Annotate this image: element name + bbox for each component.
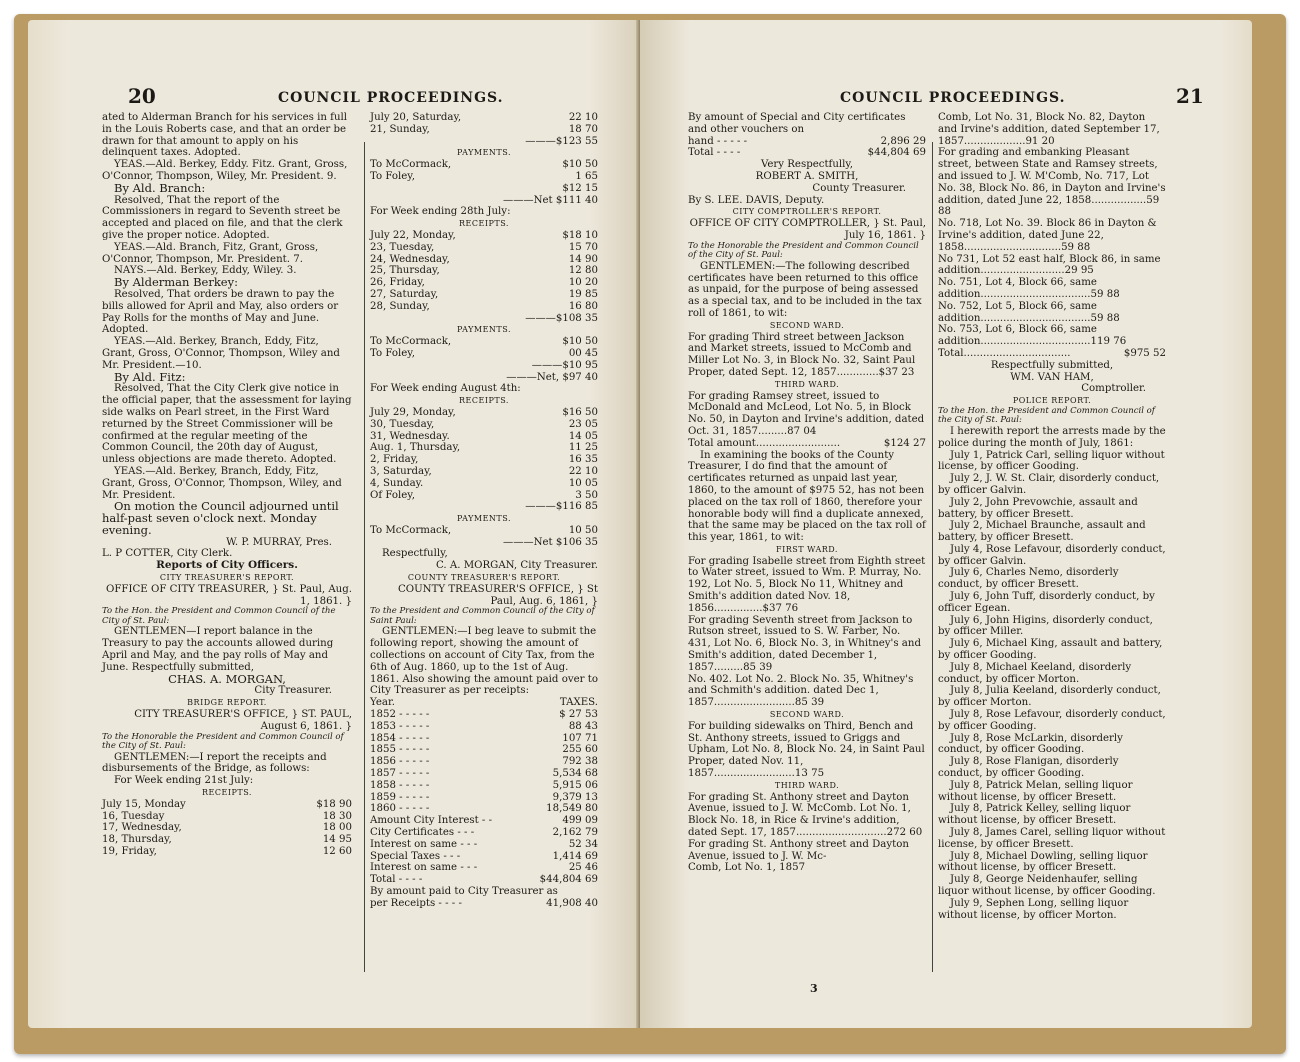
- right-column-1: [688, 112, 926, 874]
- text-paragraph: July 8, Julia Keeland, disorderly conduct, by officer Morton.: [938, 685, 1161, 709]
- section-heading: RECEIPTS.: [459, 396, 509, 406]
- text-paragraph: L. P COTTER, City Clerk.: [102, 548, 233, 560]
- ledger-amount: 22 10: [568, 112, 598, 123]
- ledger-label: 26, Friday,: [370, 277, 425, 289]
- ledger-amount: 5,915 06: [552, 779, 598, 791]
- text-paragraph: By Ald. Fitz:: [114, 369, 186, 384]
- ledger-row: [370, 348, 598, 360]
- ledger-row: [370, 419, 598, 431]
- ledger-amount: 52 34: [568, 838, 598, 850]
- ledger-label: 1860 - - - - -: [370, 803, 430, 815]
- section-heading: COUNTY TREASURER'S REPORT.: [407, 573, 561, 583]
- ledger-row: [370, 756, 598, 768]
- ledger-label: Interest on same - - -: [370, 838, 478, 850]
- ledger-amount: 792 38: [562, 756, 598, 768]
- ledger-label: 16, Tuesday: [102, 810, 165, 822]
- text-paragraph: July 6, Charles Nemo, disorderly conduct, by officer Bresett.: [938, 567, 1119, 591]
- ledger-label: Interest on same - - -: [370, 862, 478, 874]
- ledger-row: [102, 846, 352, 858]
- ledger-label: To Foley,: [370, 170, 415, 182]
- ledger-amount: 19 85: [568, 288, 598, 300]
- ledger-row: [370, 537, 598, 549]
- ledger-amount: 22 10: [568, 465, 598, 477]
- text-paragraph: July 8, Patrick Kelley, selling liquor without license, by officer Bresett.: [938, 803, 1131, 827]
- ledger-row: [370, 289, 598, 301]
- ledger-row: [938, 348, 1166, 360]
- text-paragraph: No. 402. Lot No. 2. Block No. 35, Whitney's and Schmith's addition. dated Dec 1, 1857.........................85 39: [688, 673, 914, 709]
- ledger-label: To Foley,: [370, 347, 415, 359]
- ledger-row: [370, 862, 598, 874]
- text-paragraph: CHAS. A. MORGAN,: [168, 671, 286, 686]
- ledger-label: Total amount..........................: [688, 437, 841, 449]
- section-heading: POLICE REPORT.: [1012, 396, 1092, 406]
- text-paragraph: GENTLEMEN:—I beg leave to submit the following report, showing the amount of collections on account of City Tax, from the 6th of Aug. 1860, up to the 1st of Aug. 1861. Also showing the amount paid over to City Treasurer as per receipts:: [370, 626, 598, 697]
- ledger-amount: 18,549 80: [546, 803, 598, 815]
- text-paragraph: July 8, Michael Keeland, disorderly conduct, by officer Morton.: [938, 661, 1132, 685]
- ledger-amount: ———Net $106 35: [503, 536, 598, 548]
- ledger-row: [370, 159, 598, 171]
- text-paragraph: GENTLEMEN:—I report the receipts and disbursements of the Bridge, as follows:: [102, 751, 327, 775]
- text-paragraph: For grading Isabelle street from Eighth street to Water street, issued to Wm. P. Murray, No. 192, Lot No. 5, Block No 11, Whitney and Smith's addition dated Nov. 18, 1856...............$37 76: [688, 555, 926, 614]
- text-paragraph: County Treasurer.: [812, 182, 906, 194]
- ledger-label: 27, Saturday,: [370, 288, 439, 300]
- text-paragraph: July 1, Patrick Carl, selling liquor without license, by officer Gooding.: [938, 449, 1165, 473]
- text-paragraph: July 2, Michael Braunche, assault and battery, by officer Bresett.: [938, 520, 1146, 544]
- signature-mark: 3: [810, 982, 818, 995]
- ledger-row: [370, 124, 598, 136]
- text-paragraph: No. 753, Lot 6, Block 66, same addition..................................119 76: [938, 324, 1127, 348]
- ledger-amount: $12 15: [562, 182, 598, 194]
- ledger-amount: 2,162 79: [552, 827, 598, 839]
- ledger-label: 2, Friday,: [370, 454, 419, 466]
- ledger-row: [370, 277, 598, 289]
- text-paragraph: July 4, Rose Lefavour, disorderly conduct, by officer Galvin.: [938, 543, 1166, 567]
- ledger-row: [370, 851, 598, 863]
- ledger-row: [370, 501, 598, 513]
- ledger-row: [370, 768, 598, 780]
- ledger-amount: ———$116 85: [525, 501, 598, 513]
- text-paragraph: For grading and embanking Pleasant street, between State and Ramsey streets, and issued to J. W. M'Comb, No. 717, Lot No. 38, Block No. 86, in Dayton and Irvine's addition, dated June 22, 1858.................59 88: [938, 147, 1166, 218]
- right-column-2: [938, 112, 1166, 921]
- ledger-amount: ———$108 35: [525, 312, 598, 324]
- text-paragraph: COUNTY TREASURER'S OFFICE, } St Paul, Aug. 6, 1861, }: [397, 583, 598, 607]
- text-paragraph: July 9, Sephen Long, selling liquor without license, by officer Morton.: [938, 897, 1129, 921]
- text-paragraph: YEAS.—Ald. Branch, Fitz, Grant, Gross, O'Connor, Thompson, Mr. President. 7.: [102, 241, 319, 265]
- ledger-row: [370, 803, 598, 815]
- ledger-row: [370, 839, 598, 851]
- ledger-row: [370, 442, 598, 454]
- ledger-amount: $10 50: [562, 159, 598, 171]
- text-paragraph: Respectfully,: [382, 548, 448, 560]
- section-heading: THIRD WARD.: [774, 379, 840, 389]
- ledger-label: July 29, Monday,: [370, 406, 456, 418]
- text-paragraph: Comptroller.: [1081, 383, 1146, 395]
- ledger-row: [102, 799, 352, 811]
- ledger-label: per Receipts - - - -: [370, 897, 462, 909]
- text-paragraph: Resolved, That the City Clerk give notice in the official paper, that the assessment for laying side walks on Pearl street, in the First Ward returned by the Street Commissioner will be confirmed at the regular meeting of the Common Council, the 20th day of August, unless objections are made thereto. Adopted.: [102, 383, 352, 466]
- ledger-row: [370, 780, 598, 792]
- ledger-amount: ———Net, $97 40: [506, 371, 598, 383]
- ledger-amount: 3 50: [575, 489, 598, 501]
- ledger-label: Total - - - -: [688, 147, 741, 159]
- ledger-row: [370, 697, 598, 709]
- ledger-amount: 25 46: [568, 862, 598, 874]
- ledger-label: Aug. 1, Thursday,: [370, 442, 461, 454]
- text-paragraph: For building sidewalks on Third, Bench and St. Anthony streets, issued to Griggs and Upham, Lot No. 8, Block No. 24, in Saint Paul Proper, dated Nov. 11, 1857.........................13 75: [688, 720, 925, 780]
- section-heading: CITY TREASURER'S REPORT.: [159, 573, 295, 583]
- ledger-amount: 5,534 68: [552, 768, 598, 780]
- ledger-amount: 107 71: [562, 732, 598, 744]
- text-paragraph: Respectfully submitted,: [990, 359, 1114, 371]
- ledger-amount: 00 45: [568, 347, 598, 359]
- text-paragraph: For grading St. Anthony street and Dayton Avenue, issued to J. W. Mc-: [688, 838, 909, 862]
- section-heading: THIRD WARD.: [774, 780, 840, 790]
- section-heading: BRIDGE REPORT.: [187, 698, 267, 708]
- ledger-row: [370, 478, 598, 490]
- text-paragraph: To the Hon. the President and Common Council of the City of St. Paul:: [102, 606, 336, 626]
- text-paragraph: I herewith report the arrests made by the police during the month of July, 1861:: [938, 425, 1166, 449]
- ledger-label: 4, Sunday.: [370, 477, 424, 489]
- text-paragraph: Comb, Lot No. 1, 1857: [688, 862, 806, 874]
- section-heading: RECEIPTS.: [459, 219, 509, 229]
- ledger-label: 25, Thursday,: [370, 265, 440, 277]
- left-running-head: COUNCIL PROCEEDINGS.: [278, 90, 504, 106]
- ledger-row: [370, 301, 598, 313]
- text-paragraph: On motion the Council adjourned until half-past seven o'clock next. Monday evening.: [102, 499, 339, 537]
- text-paragraph: Very Respectfully,: [760, 159, 854, 171]
- right-page-number: 21: [1176, 84, 1204, 108]
- section-heading: RECEIPTS.: [202, 788, 252, 798]
- text-paragraph: No. 752, Lot 5, Block 66, same addition..................................59 88: [938, 300, 1120, 324]
- ledger-amount: $16 50: [562, 406, 598, 418]
- ledger-amount: 16 80: [568, 300, 598, 312]
- text-paragraph: For grading Third street between Jackson and Market streets, issued to McComb and Miller Lot No. 3, in Block No. 32, Saint Paul Proper, dated Sept. 12, 1857.............$37 23: [688, 331, 916, 378]
- right-page: [640, 20, 1252, 1028]
- text-paragraph: July 8, Michael Dowling, selling liquor without license, by officer Bresett.: [938, 850, 1148, 874]
- column-divider: [364, 142, 365, 972]
- ledger-amount: 14 05: [568, 430, 598, 442]
- left-column-2: [370, 112, 598, 910]
- text-paragraph: GENTLEMEN—I report balance in the Treasury to pay the accounts allowed during April and May, and the pay rolls of May and June. Respectfully submitted,: [102, 626, 334, 673]
- ledger-amount: 12 60: [322, 846, 352, 858]
- ledger-label: Special Taxes - - -: [370, 850, 461, 862]
- ledger-row: [370, 490, 598, 502]
- ledger-label: 30, Tuesday,: [370, 418, 435, 430]
- text-paragraph: July 8, James Carel, selling liquor without license, by officer Bresett.: [938, 827, 1166, 850]
- ledger-row: [370, 336, 598, 348]
- ledger-row: [370, 265, 598, 277]
- ledger-label: 21, Sunday,: [370, 123, 430, 135]
- text-paragraph: For Week ending August 4th:: [370, 383, 521, 395]
- ledger-amount: 14 95: [322, 834, 352, 846]
- text-paragraph: In examining the books of the County Treasurer, I do find that the amount of certificates returned as unpaid last year, 1860, to the amount of $975 52, has not been placed on the tax roll of 1860, therefore your honorable body will find a duplicate annexed, that the same may be placed on the tax roll of this year, 1861, to wit:: [688, 449, 926, 544]
- text-paragraph: For Week ending 21st July:: [114, 775, 254, 787]
- ledger-label: 23, Tuesday,: [370, 241, 435, 253]
- text-paragraph: C. A. MORGAN, City Treasurer.: [435, 560, 598, 572]
- text-paragraph: No. 718, Lot No. 39. Block 86 in Dayton & Irvine's addition, dated June 22, 1858..............................59 88: [938, 218, 1157, 253]
- text-paragraph: NAYS.—Ald. Berkey, Eddy, Wiley. 3.: [114, 265, 297, 277]
- ledger-label: 18, Thursday,: [102, 834, 172, 846]
- ledger-label: 1853 - - - - -: [370, 720, 430, 732]
- text-paragraph: City Treasurer.: [254, 685, 332, 697]
- ledger-label: Year.: [370, 697, 395, 709]
- text-paragraph: OFFICE OF CITY COMPTROLLER, } St. Paul, July 16, 1861. }: [689, 218, 926, 241]
- ledger-row: [370, 360, 598, 372]
- text-paragraph: ated to Alderman Branch for his services in full in the Louis Roberts case, and that an order be drawn for that amount to apply on his delinquent taxes. Adopted.: [102, 112, 348, 159]
- text-paragraph: By amount of Special and City certificates and other vouchers on: [688, 112, 906, 135]
- text-paragraph: To the President and Common Council of the City of Saint Paul:: [370, 606, 595, 626]
- ledger-amount: 2,896 29: [880, 135, 926, 147]
- ledger-row: [370, 183, 598, 195]
- ledger-amount: 16 35: [568, 454, 598, 466]
- ledger-label: Total - - - -: [370, 874, 423, 886]
- ledger-label: 1857 - - - - -: [370, 768, 430, 780]
- text-paragraph: To the Honorable the President and Common Council of the City of St. Paul:: [102, 731, 344, 752]
- ledger-label: To McCormack,: [370, 159, 452, 171]
- text-paragraph: Resolved, That orders be drawn to pay the bills allowed for April and May, also orders or Pay Rolls for the months of May and June. Adopted.: [102, 288, 339, 336]
- ledger-row: [370, 242, 598, 254]
- text-paragraph: July 6, John Tuff, disorderly conduct, by officer Egean.: [938, 591, 1155, 614]
- ledger-row: [370, 136, 598, 148]
- ledger-label: 1858 - - - - -: [370, 779, 430, 791]
- ledger-row: [688, 136, 926, 148]
- ledger-row: [102, 822, 352, 834]
- ledger-row: [370, 525, 598, 537]
- ledger-label: July 22, Monday,: [370, 229, 456, 241]
- text-paragraph: July 2, John Prevowchie, assault and battery, by officer Bresett.: [938, 496, 1138, 520]
- text-paragraph: July 8, Patrick Melan, selling liquor without license, by officer Bresett.: [938, 779, 1133, 803]
- column-divider: [932, 142, 933, 972]
- ledger-row: [370, 454, 598, 466]
- left-page-number: 20: [128, 84, 156, 108]
- ledger-row: [370, 372, 598, 384]
- ledger-amount: 14 90: [568, 253, 598, 265]
- ledger-amount: $44,804 69: [539, 874, 598, 886]
- ledger-row: [370, 112, 598, 124]
- ledger-label: July 20, Saturday,: [370, 112, 462, 123]
- text-paragraph: YEAS.—Ald. Berkey, Eddy. Fitz. Grant, Gross, O'Connor, Thompson, Wiley, Mr. President. 9.: [102, 159, 348, 182]
- ledger-amount: 18 30: [322, 810, 352, 822]
- ledger-row: [370, 195, 598, 207]
- section-heading: PAYMENTS.: [457, 148, 511, 158]
- ledger-row: [370, 254, 598, 266]
- ledger-amount: 255 60: [562, 744, 598, 756]
- ledger-row: [688, 438, 926, 450]
- ledger-amount: 11 25: [568, 442, 598, 454]
- ledger-amount: 18 70: [568, 123, 598, 135]
- text-paragraph: July 8, Rose McLarkin, disorderly conduct, by officer Gooding.: [938, 732, 1123, 756]
- ledger-amount: $18 90: [316, 798, 352, 810]
- ledger-amount: $124 27: [883, 437, 926, 449]
- ledger-row: [370, 898, 598, 910]
- ledger-label: 1859 - - - - -: [370, 791, 430, 803]
- ledger-row: [688, 147, 926, 159]
- ledger-row: [370, 827, 598, 839]
- text-paragraph: GENTLEMEN:—The following described certificates have been returned to this office as unpaid, for the purpose of being assessed as a special tax, and to be included in the tax roll of 1861, to wit:: [688, 260, 922, 319]
- left-column-1: [102, 112, 352, 858]
- ledger-row: [370, 313, 598, 325]
- ledger-row: [370, 744, 598, 756]
- text-paragraph: To the Honorable the President and Common Council of the City of St. Paul:: [688, 240, 919, 261]
- ledger-amount: $18 10: [562, 229, 598, 241]
- ledger-amount: $44,804 69: [867, 147, 926, 159]
- ledger-amount: ———$10 95: [531, 359, 598, 371]
- ledger-row: [370, 874, 598, 886]
- ledger-row: [370, 171, 598, 183]
- text-paragraph: WM. VAN HAM,: [1010, 371, 1094, 383]
- ledger-label: hand - - - - -: [688, 135, 748, 147]
- ledger-amount: ———$123 55: [525, 135, 598, 147]
- text-paragraph: YEAS.—Ald. Berkey, Branch, Eddy, Fitz, Grant, Gross, O'Connor, Thompson, Wiley and Mr. President.—10.: [102, 336, 340, 371]
- ledger-amount: 41,908 40: [546, 897, 598, 909]
- section-heading: SECOND WARD.: [769, 320, 845, 330]
- ledger-amount: 88 43: [568, 720, 598, 732]
- ledger-label: 1854 - - - - -: [370, 732, 430, 744]
- section-heading: CITY COMPTROLLER'S REPORT.: [732, 207, 882, 217]
- left-page: [28, 20, 640, 1028]
- ledger-amount: 18 00: [322, 822, 352, 834]
- text-paragraph: For grading St. Anthony street and Dayton Avenue, issued to J. W. McComb. Lot No. 1, Block No. 18, in Rice & Irvine's addition, dated Sept. 17, 1857............................272 60: [688, 791, 923, 839]
- ledger-row: [370, 466, 598, 478]
- section-heading: FIRST WARD.: [776, 544, 838, 554]
- ledger-label: 31, Wednesday.: [370, 430, 450, 442]
- ledger-amount: 12 80: [568, 265, 598, 277]
- text-paragraph: July 8, Rose Lefavour, disorderly conduct, by officer Gooding.: [938, 709, 1166, 732]
- ledger-amount: TAXES.: [559, 697, 598, 709]
- text-paragraph: By Alderman Berkey:: [114, 275, 238, 290]
- ledger-row: [370, 431, 598, 443]
- ledger-amount: $ 27 53: [559, 709, 598, 721]
- section-heading: SECOND WARD.: [769, 710, 845, 720]
- ledger-row: [370, 721, 598, 733]
- ledger-amount: 23 05: [568, 418, 598, 430]
- text-paragraph: For grading Seventh street from Jackson to Rutson street, issued to S. W. Farber, No. 431, Lot No. 6, Block No. 3, in Whitney's and Smith's addition, dated December 1, 1857.........85 39: [688, 614, 921, 673]
- ledger-label: Amount City Interest - -: [370, 815, 493, 827]
- ledger-label: Of Foley,: [370, 489, 415, 501]
- ledger-label: City Certificates - - -: [370, 827, 475, 839]
- text-paragraph: July 2, J. W. St. Clair, disorderly conduct, by officer Galvin.: [938, 473, 1160, 496]
- ledger-label: 24, Wednesday,: [370, 253, 450, 265]
- text-paragraph: July 8, Rose Flanigan, disorderly conduct, by officer Gooding.: [938, 756, 1119, 780]
- ledger-label: 17, Wednesday,: [102, 822, 182, 834]
- section-title: Reports of City Officers.: [156, 559, 298, 572]
- text-paragraph: W. P. MURRAY, Pres.: [226, 536, 332, 548]
- ledger-label: 1855 - - - - -: [370, 744, 430, 756]
- ledger-amount: 10 20: [568, 277, 598, 289]
- ledger-row: [102, 811, 352, 823]
- text-paragraph: By Ald. Branch:: [114, 180, 206, 195]
- ledger-amount: 1 65: [575, 170, 598, 182]
- ledger-label: To McCormack,: [370, 524, 452, 536]
- ledger-row: [370, 792, 598, 804]
- ledger-label: 1852 - - - - -: [370, 709, 430, 721]
- ledger-amount: ———Net $111 40: [503, 194, 598, 206]
- text-paragraph: To the Hon. the President and Common Council of the City of St. Paul:: [938, 405, 1155, 426]
- ledger-label: July 15, Monday: [102, 798, 186, 810]
- ledger-amount: 15 70: [568, 241, 598, 253]
- text-paragraph: Comb, Lot No. 31, Block No. 82, Dayton and Irvine's addition, dated September 17, 1857...................91 20: [938, 112, 1160, 147]
- ledger-label: 19, Friday,: [102, 846, 157, 858]
- text-paragraph: CITY TREASURER'S OFFICE, } ST. PAUL, August 6, 1861. }: [134, 709, 352, 732]
- ledger-amount: 9,379 13: [552, 791, 598, 803]
- text-paragraph: For Week ending 28th July:: [370, 206, 511, 218]
- text-paragraph: July 6, Michael King, assault and battery, by officer Gooding.: [938, 638, 1163, 662]
- text-paragraph: By amount paid to City Treasurer as: [370, 886, 558, 897]
- text-paragraph: OFFICE OF CITY TREASURER, } St. Paul, Aug. 1, 1861. }: [105, 583, 352, 607]
- ledger-label: Total.................................: [938, 347, 1071, 359]
- ledger-amount: 10 50: [568, 524, 598, 536]
- text-paragraph: July 6, John Higins, disorderly conduct, by officer Miller.: [938, 614, 1153, 638]
- ledger-row: [370, 815, 598, 827]
- ledger-row: [102, 834, 352, 846]
- ledger-row: [370, 733, 598, 745]
- ledger-amount: 10 05: [568, 477, 598, 489]
- text-paragraph: Resolved, That the report of the Commissioners in regard to Seventh street be accepted and placed on file, and that the clerk give the proper notice. Adopted.: [102, 194, 343, 241]
- text-paragraph: By S. LEE. DAVIS, Deputy.: [688, 194, 825, 206]
- text-paragraph: No 731, Lot 52 east half, Block 86, in same addition..........................29 95: [938, 253, 1161, 277]
- ledger-amount: $10 50: [562, 336, 598, 348]
- section-heading: PAYMENTS.: [457, 325, 511, 335]
- text-paragraph: No. 751, Lot 4, Block 66, same addition..................................59 88: [938, 277, 1120, 300]
- ledger-label: 28, Sunday,: [370, 300, 430, 312]
- ledger-row: [370, 230, 598, 242]
- ledger-label: 3, Saturday,: [370, 465, 432, 477]
- ledger-label: 1856 - - - - -: [370, 756, 430, 768]
- ledger-row: [370, 407, 598, 419]
- text-paragraph: ROBERT A. SMITH,: [755, 170, 859, 182]
- text-paragraph: YEAS.—Ald. Berkey, Branch, Eddy, Fitz, Grant, Gross, O'Connor, Thompson, Wiley, and Mr. President.: [102, 465, 342, 501]
- text-paragraph: July 8, George Neidenhaufer, selling liquor without license, by officer Gooding.: [938, 874, 1156, 897]
- ledger-amount: $975 52: [1123, 347, 1166, 359]
- ledger-amount: 1,414 69: [552, 850, 598, 862]
- section-heading: PAYMENTS.: [457, 514, 511, 524]
- ledger-row: [370, 709, 598, 721]
- text-paragraph: For grading Ramsey street, issued to McDonald and McLeod, Lot No. 5, in Block No. 50, in Dayton and Irvine's addition, dated Oct. 31, 1857.........87 04: [688, 390, 925, 437]
- ledger-label: To McCormack,: [370, 336, 452, 348]
- ledger-amount: 499 09: [562, 815, 598, 827]
- right-running-head: COUNCIL PROCEEDINGS.: [840, 90, 1066, 106]
